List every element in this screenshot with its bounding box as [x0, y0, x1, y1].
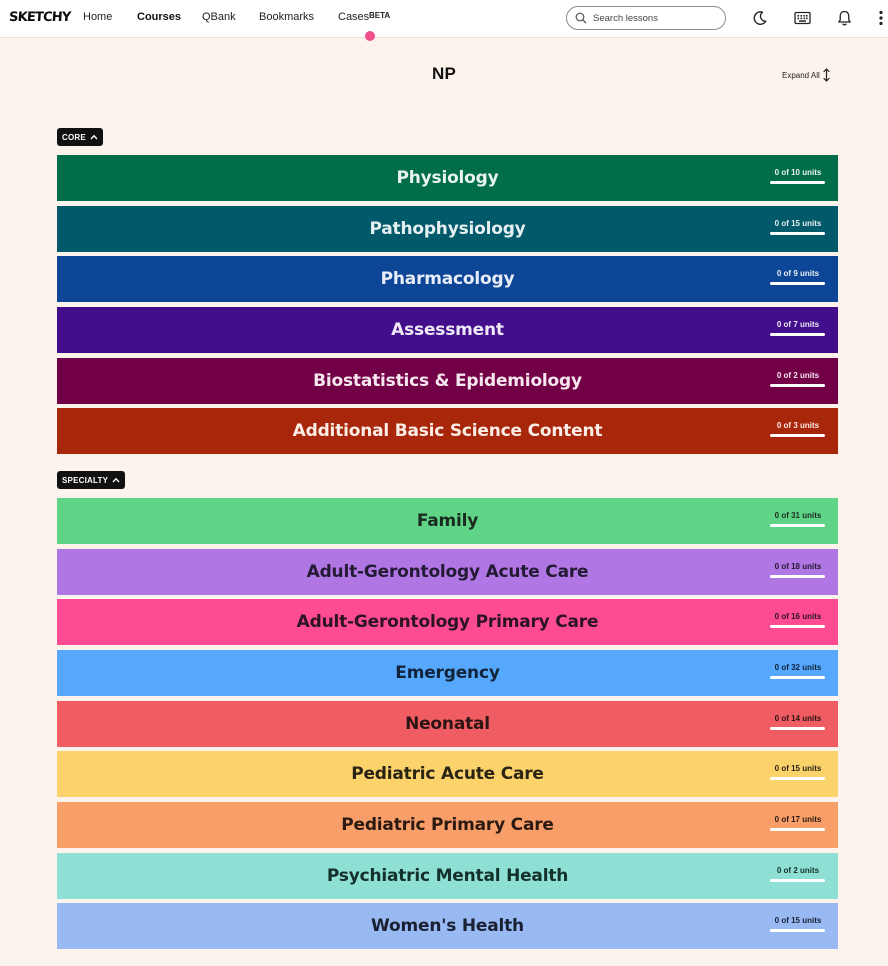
search-box[interactable] [566, 6, 726, 30]
course-name: Neonatal [405, 714, 490, 734]
progress-bar [770, 232, 825, 235]
expand-all-label: Expand All [782, 70, 820, 80]
unit-progress [770, 663, 826, 679]
section-toggle-core[interactable] [57, 128, 103, 146]
progress-bar [770, 282, 825, 285]
progress-label: 0 of 15 units [774, 916, 822, 925]
progress-bar [770, 575, 825, 578]
nav-qbank[interactable]: QBank [202, 11, 236, 23]
course-name: Adult-Gerontology Primary Care [296, 612, 599, 632]
keyboard-icon [794, 11, 811, 25]
search-icon [575, 12, 587, 24]
course-row-pharmacology[interactable] [57, 256, 838, 302]
notifications-button[interactable] [835, 9, 853, 27]
progress-label: 0 of 3 units [776, 421, 820, 430]
progress-bar [770, 181, 825, 184]
course-row-pathophysiology[interactable] [57, 206, 838, 252]
bell-icon [837, 10, 852, 26]
unit-progress [770, 511, 826, 527]
unit-progress [770, 916, 826, 932]
course-name: Biostatistics & Epidemiology [313, 371, 582, 391]
course-row-family[interactable] [57, 498, 838, 544]
progress-bar [770, 333, 825, 336]
progress-label: 0 of 17 units [774, 815, 822, 824]
course-name: Adult-Gerontology Acute Care [306, 562, 589, 582]
nav-courses[interactable]: Courses [137, 11, 182, 23]
progress-bar [770, 625, 825, 628]
course-row-pediatric-acute[interactable] [57, 751, 838, 797]
course-row-adult-gero-acute[interactable] [57, 549, 838, 595]
progress-label: 0 of 2 units [776, 371, 820, 380]
expand-arrows-icon [823, 68, 830, 82]
unit-progress [770, 866, 826, 882]
keyboard-shortcuts-button[interactable] [793, 9, 811, 27]
course-name: Additional Basic Science Content [292, 421, 603, 441]
progress-label: 0 of 7 units [776, 320, 820, 329]
more-vertical-icon [879, 10, 883, 26]
section-toggle-specialty[interactable] [57, 471, 125, 489]
nav-home[interactable]: Home [83, 11, 113, 23]
progress-label: 0 of 14 units [774, 714, 822, 723]
unit-progress [770, 421, 826, 437]
course-name: Physiology [396, 168, 499, 188]
sketchy-logo[interactable]: SKETCHY [8, 10, 71, 25]
progress-label: 0 of 15 units [774, 764, 822, 773]
unit-progress [770, 269, 826, 285]
course-row-additional-basic-science[interactable] [57, 408, 838, 454]
progress-bar [770, 676, 825, 679]
chevron-up-icon [90, 134, 98, 140]
chevron-up-icon [112, 477, 120, 483]
course-row-biostatistics[interactable] [57, 358, 838, 404]
section-label: SPECIALTY [62, 475, 109, 485]
page-title: NP [431, 64, 457, 83]
course-row-adult-gero-primary[interactable] [57, 599, 838, 645]
course-name: Pediatric Primary Care [341, 815, 554, 835]
progress-bar [770, 828, 825, 831]
unit-progress [770, 371, 826, 387]
search-input[interactable] [593, 10, 719, 26]
expand-all-button[interactable] [782, 68, 830, 82]
course-row-physiology[interactable] [57, 155, 838, 201]
top-nav [0, 0, 888, 38]
progress-bar [770, 434, 825, 437]
course-name: Pediatric Acute Care [351, 764, 544, 784]
progress-bar [770, 524, 825, 527]
progress-label: 0 of 2 units [776, 866, 820, 875]
course-row-psychiatric[interactable] [57, 853, 838, 899]
nav-bookmarks[interactable]: Bookmarks [259, 11, 315, 23]
course-row-assessment[interactable] [57, 307, 838, 353]
course-row-womens-health[interactable] [57, 903, 838, 949]
progress-label: 0 of 15 units [774, 219, 822, 228]
course-name: Pathophysiology [369, 219, 526, 239]
progress-label: 0 of 9 units [776, 269, 820, 278]
unit-progress [770, 764, 826, 780]
unit-progress [770, 320, 826, 336]
dark-mode-button[interactable] [751, 9, 769, 27]
beta-badge: BETA [369, 11, 391, 20]
course-row-emergency[interactable] [57, 650, 838, 696]
progress-bar [770, 777, 825, 780]
moon-icon [752, 10, 768, 26]
course-name: Emergency [395, 663, 500, 683]
progress-bar [770, 727, 825, 730]
progress-bar [770, 929, 825, 932]
unit-progress [770, 612, 826, 628]
unit-progress [770, 562, 826, 578]
progress-label: 0 of 10 units [774, 168, 822, 177]
course-row-neonatal[interactable] [57, 701, 838, 747]
unit-progress [770, 815, 826, 831]
unit-progress [770, 168, 826, 184]
course-name: Psychiatric Mental Health [326, 866, 569, 886]
progress-label: 0 of 32 units [774, 663, 822, 672]
unit-progress [770, 714, 826, 730]
notification-dot [365, 31, 375, 41]
course-name: Women's Health [371, 916, 524, 936]
more-options-button[interactable] [872, 9, 888, 27]
progress-bar [770, 384, 825, 387]
course-name: Pharmacology [380, 269, 515, 289]
section-label: CORE [62, 132, 86, 142]
progress-label: 0 of 18 units [774, 562, 822, 571]
course-name: Family [416, 511, 479, 531]
progress-bar [770, 879, 825, 882]
nav-cases[interactable]: Cases [338, 11, 370, 23]
progress-label: 0 of 31 units [774, 511, 822, 520]
progress-label: 0 of 16 units [774, 612, 822, 621]
course-row-pediatric-primary[interactable] [57, 802, 838, 848]
unit-progress [770, 219, 826, 235]
course-name: Assessment [391, 320, 504, 340]
